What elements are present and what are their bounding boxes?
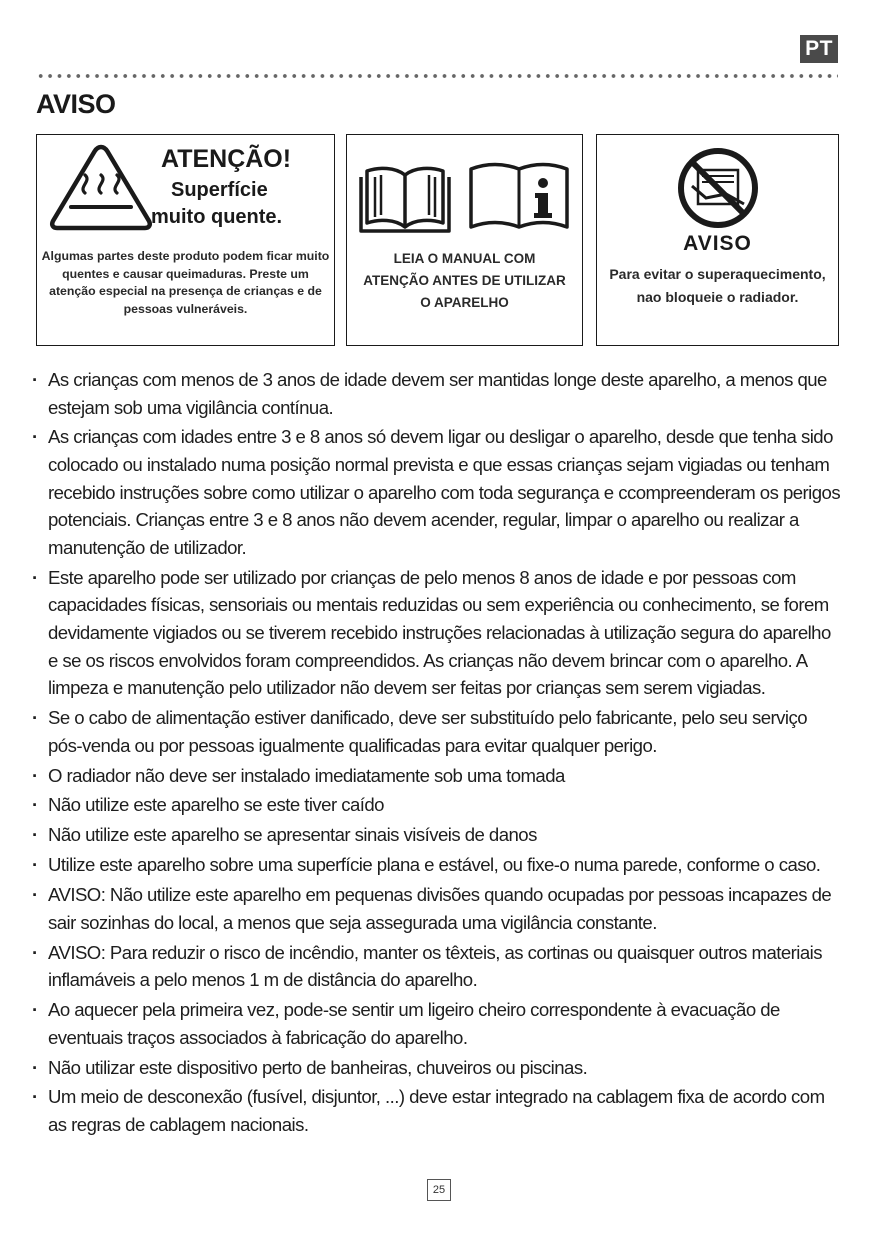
list-item: · AVISO: Não utilize este aparelho em pequenas divisões quando ocupadas por pessoas incapazes de sair sozinhas do local, a menos que seja assegurada uma vigilância constante.: [32, 881, 844, 936]
list-item: · Não utilize este aparelho se este tiver caído: [32, 791, 844, 819]
hot-surface-warning-box: [36, 134, 335, 346]
safety-instructions-list: [32, 366, 844, 1141]
do-not-cover-box: [596, 134, 839, 346]
list-item: · Não utilizar este dispositivo perto de banheiras, chuveiros ou piscinas.: [32, 1054, 844, 1082]
hot-surface-subtitle-1: Superfície: [171, 179, 268, 201]
list-item: · Um meio de desconexão (fusível, disjuntor, ...) deve estar integrado na cablagem fixa de acordo com as regras de cablagem nacionais.: [32, 1083, 844, 1138]
radiator-warning-description: Para evitar o superaquecimento, nao bloqueie o radiador.: [609, 266, 826, 305]
list-item: · Não utilize este aparelho se apresentar sinais visíveis de danos: [32, 821, 844, 849]
list-item: · Ao aquecer pela primeira vez, pode-se sentir um ligeiro cheiro correspondente à evacuação de eventuais traços associados à fabricação do aparelho.: [32, 996, 844, 1051]
list-item: · AVISO: Para reduzir o risco de incêndio, manter os têxteis, as cortinas ou quaisquer outros materiais inflamáveis a pelo menos 1 m de distância do aparelho.: [32, 939, 844, 994]
list-item: · As crianças com idades entre 3 e 8 anos só devem ligar ou desligar o aparelho, desde que tenha sido colocado ou instalado numa posição normal prevista e que essas crianças sejam vigiadas ou tenham recebido instruções sobre como utilizar o aparelho com toda segurança e ccompreenderam os perigos potenciais. Crianças entre 3 e 8 anos não devem acender, regular, limpar o aparelho ou realizar a manutenção de utilizador.: [32, 423, 844, 561]
section-title: AVISO: [36, 89, 116, 119]
open-book-icon: [357, 161, 453, 237]
hot-surface-warning-icon: [45, 141, 157, 231]
hot-surface-description: Algumas partes deste produto podem ficar muito quentes e causar queimaduras. Preste um atenção especial na presença de crianças e de pessoas vulneráveis.: [41, 249, 330, 316]
list-item: · Este aparelho pode ser utilizado por crianças de pelo menos 8 anos de idade e por pessoas com capacidades físicas, sensoriais ou mentais reduzidas ou sem experiência ou conhecimento, se forem devidamente vigiados ou se tiverem recebido instruções relacionadas à utilização segura do aparelho e se os riscos envolvidos foram compreendidos. As crianças não devem brincar com o aparelho. A limpeza e manutenção pelo utilizador não devem ser feitas por crianças sem serem vigiadas.: [32, 564, 844, 702]
hot-surface-title: ATENÇÃO!: [161, 145, 292, 173]
hot-surface-subtitle-2: muito quente.: [151, 206, 283, 228]
info-document-icon: [467, 161, 571, 233]
page-number: 25: [427, 1179, 451, 1201]
language-badge: PT: [800, 35, 838, 63]
radiator-warning-title: AVISO: [683, 232, 752, 255]
list-item: · As crianças com menos de 3 anos de idade devem ser mantidas longe deste aparelho, a menos que estejam sob uma vigilância contínua.: [32, 366, 844, 421]
list-item: · Utilize este aparelho sobre uma superfície plana e estável, ou fixe-o numa parede, conforme o caso.: [32, 851, 844, 879]
do-not-cover-icon: [676, 146, 760, 230]
list-item: · O radiador não deve ser instalado imediatamente sob uma tomada: [32, 762, 844, 790]
read-manual-box: [346, 134, 583, 346]
dotted-divider: [36, 73, 838, 79]
list-item: · Se o cabo de alimentação estiver danificado, deve ser substituído pelo fabricante, pelo seu serviço pós-venda ou por pessoas igualmente qualificadas para evitar qualquer perigo.: [32, 704, 844, 759]
read-manual-description: LEIA O MANUAL COM ATENÇÃO ANTES DE UTILIZAR O APARELHO: [363, 251, 566, 310]
